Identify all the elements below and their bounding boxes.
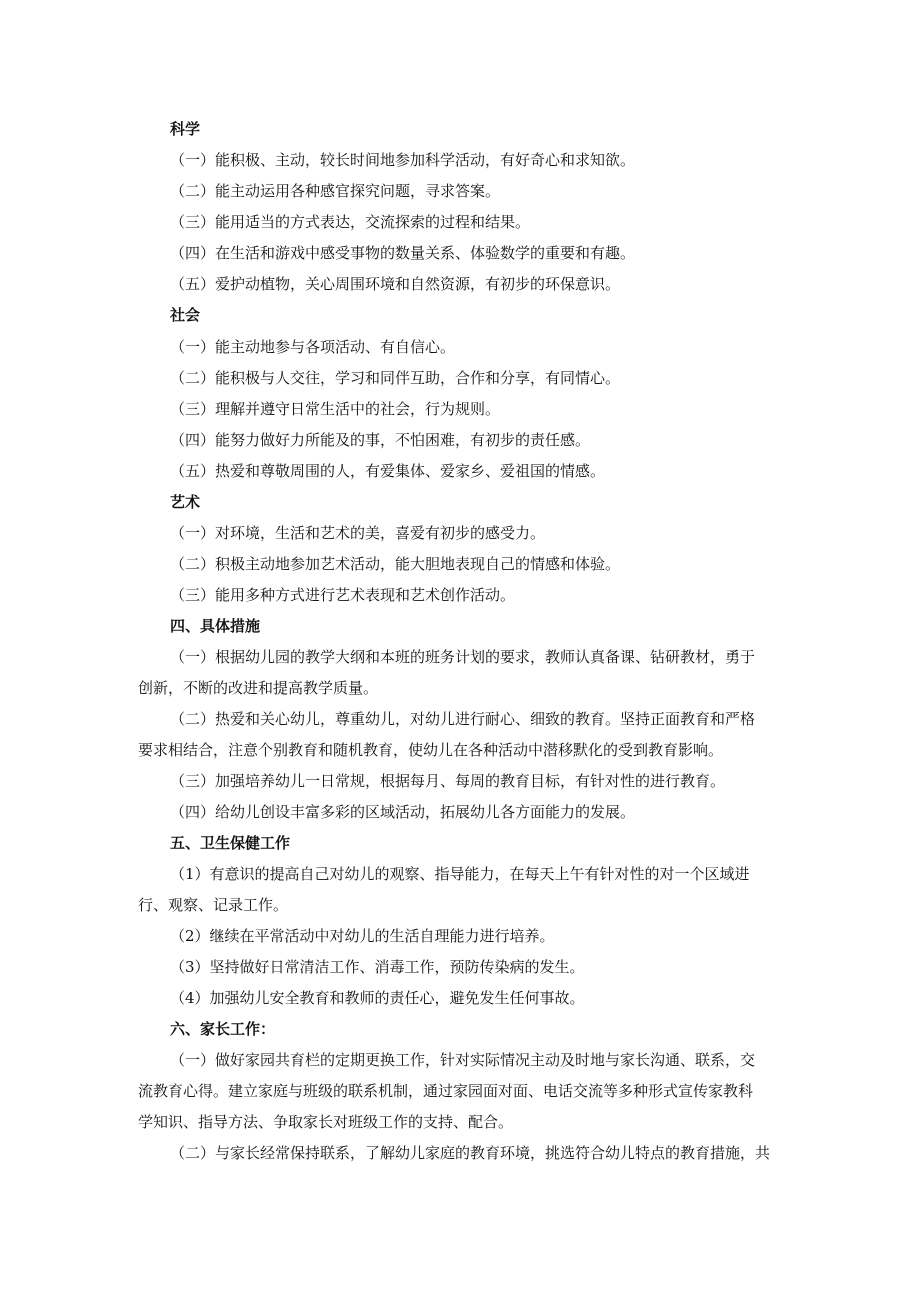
list-item: （三）理解并遵守日常生活中的社会，行为规则。 xyxy=(170,400,501,418)
paragraph-line: （一）根据幼儿园的教学大纲和本班的班务计划的要求，教师认真备课、钻研教材，勇于 xyxy=(170,648,756,666)
section-heading-science: 科学 xyxy=(170,120,201,138)
paragraph-line: （4）加强幼儿安全教育和教师的责任心，避免发生任何事故。 xyxy=(170,989,585,1007)
list-item: （二）能积极与人交往，学习和同伴互助，合作和分享，有同情心。 xyxy=(170,369,621,387)
paragraph-line: 要求相结合，注意个别教育和随机教育，使幼儿在各种活动中潜移默化的受到教育影响。 xyxy=(138,741,724,759)
paragraph-line: （1）有意识的提高自己对幼儿的观察、指导能力，在每天上午有针对性的对一个区域进 xyxy=(170,865,750,883)
paragraph-line: （二）与家长经常保持联系，了解幼儿家庭的教育环境，挑选符合幼儿特点的教育措施，共 xyxy=(170,1144,771,1162)
list-item: （一）能积极、主动，较长时间地参加科学活动，有好奇心和求知欲。 xyxy=(170,151,636,169)
list-item: （三）能用适当的方式表达，交流探索的过程和结果。 xyxy=(170,213,531,231)
paragraph-line: （四）给幼儿创设丰富多彩的区域活动，拓展幼儿各方面能力的发展。 xyxy=(170,803,636,821)
list-item: （四）在生活和游戏中感受事物的数量关系、体验数学的重要和有趣。 xyxy=(170,244,636,262)
list-item: （一）能主动地参与各项活动、有自信心。 xyxy=(170,338,456,356)
list-item: （三）能用多种方式进行艺术表现和艺术创作活动。 xyxy=(170,586,516,604)
section-heading-society: 社会 xyxy=(170,306,201,324)
section-heading-measures: 四、具体措施 xyxy=(170,617,261,635)
paragraph-line: 学知识、指导方法、争取家长对班级工作的支持、配合。 xyxy=(138,1113,514,1131)
list-item: （二）能主动运用各种感官探究问题，寻求答案。 xyxy=(170,182,501,200)
paragraph-line: 行、观察、记录工作。 xyxy=(138,896,289,914)
paragraph-line: （2）继续在平常活动中对幼儿的生活自理能力进行培养。 xyxy=(170,927,555,945)
list-item: （五）热爱和尊敬周围的人，有爱集体、爱家乡、爱祖国的情感。 xyxy=(170,462,606,480)
paragraph-line: 流教育心得。建立家庭与班级的联系机制，通过家园面对面、电话交流等多种形式宣传家教科 xyxy=(138,1082,754,1100)
paragraph-line: （三）加强培养幼儿一日常规，根据每月、每周的教育目标，有针对性的进行教育。 xyxy=(170,772,726,790)
paragraph-line: （3）坚持做好日常清洁工作、消毒工作，预防传染病的发生。 xyxy=(170,958,585,976)
paragraph-line: （一）做好家园共育栏的定期更换工作，针对实际情况主动及时地与家长沟通、联系，交 xyxy=(170,1051,756,1069)
section-heading-art: 艺术 xyxy=(170,493,201,511)
list-item: （五）爱护动植物，关心周围环境和自然资源，有初步的环保意识。 xyxy=(170,275,621,293)
paragraph-line: 创新，不断的改进和提高教学质量。 xyxy=(138,679,379,697)
section-heading-parents: 六、家长工作： xyxy=(170,1020,276,1038)
list-item: （二）积极主动地参加艺术活动，能大胆地表现自己的情感和体验。 xyxy=(170,555,621,573)
section-heading-health: 五、卫生保健工作 xyxy=(170,834,291,852)
list-item: （四）能努力做好力所能及的事，不怕困难，有初步的责任感。 xyxy=(170,431,591,449)
paragraph-line: （二）热爱和关心幼儿，尊重幼儿，对幼儿进行耐心、细致的教育。坚持正面教育和严格 xyxy=(170,710,756,728)
list-item: （一）对环境，生活和艺术的美，喜爱有初步的感受力。 xyxy=(170,524,546,542)
